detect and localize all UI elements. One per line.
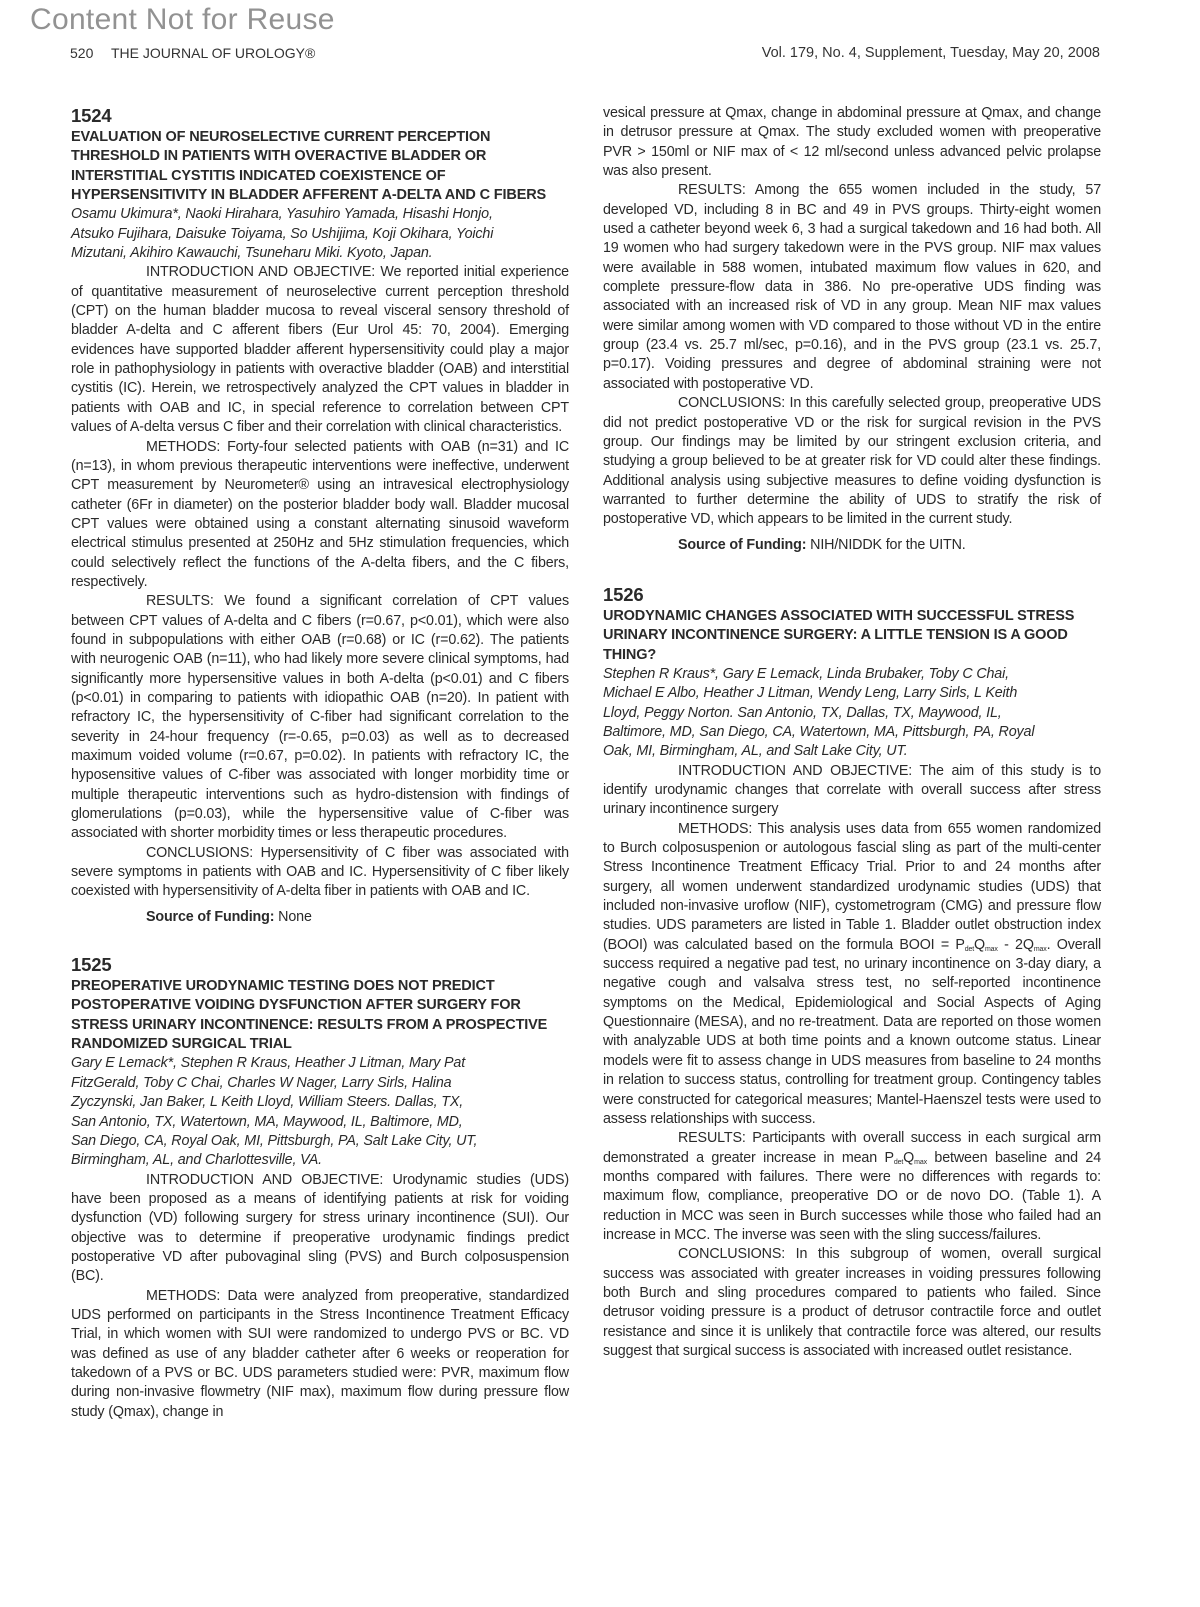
abstract-title: PREOPERATIVE URODYNAMIC TESTING DOES NOT PREDICT POSTOPERATIVE VOIDING DYSFUNCTION AFTER SURGERY FOR STRESS URINARY INCONTINENCE: RESULTS FROM A PROSPECTIVE RANDOMIZED SURGICAL TRIAL <box>71 978 548 1053</box>
abstract-authors: Osamu Ukimura*, Naoki Hirahara, Yasuhiro Yamada, Hisashi Honjo, Atsuko Fujihara, Daisuke Toiyama, So Ushijima, Koji Okihara, Yoichi Mizutani, Akihiro Kawauchi, Tsuneharu Miki. Kyoto, Japan. <box>71 206 494 262</box>
results-paragraph: RESULTS: Among the 655 women included in the study, 57 developed VD, including 8 in BC and 49 in PVS groups. Thirty-eight women used a catheter beyond week 6, 3 had a surgical takedown and 16 had both. All 19 women who had surgery takedown were in the PVS group. NIF max values were available in 588 women, intubated maximum flow values in 620, and complete pressure-flow data in 386. No pre-operative UDS finding was associated with an increased risk of VD in any group. Mean NIF max values were similar among women with VD compared to those without VD in the entire group (23.4 vs. 25.7 ml/sec, p=0.16), and in the PVS group (23.1 vs. 25.7, p=0.17). Voiding pressures and degree of abdominal straining were not associated with postoperative VD. <box>603 182 1101 392</box>
results-paragraph <box>603 1129 1101 1245</box>
conclusions-paragraph: CONCLUSIONS: In this subgroup of women, overall surgical success was associated with greater increases in voiding pressures following both Burch and sling procedures compared to patients who failed. Since detrusor voiding pressure is a product of detrusor contractile force and outlet resistance and since it is unlikely that contractile force was altered, our results suggest that surgical success is associated with increased outlet resistance. <box>603 1246 1101 1359</box>
left-column <box>71 104 569 1422</box>
right-column <box>603 104 1101 1361</box>
methods-paragraph: METHODS: Forty-four selected patients with OAB (n=31) and IC (n=13), in whom previous therapeutic interventions were ineffective, underwent CPT measurement by Neurometer® using an intravesical electrophysiology catheter (6Fr in diameter) on the posterior bladder body wall. Bladder mucosal CPT values were obtained using a constant alternating sinusoid waveform electrical stimulus presented at 250Hz and 5Hz stimulation frequencies, which could selectively reflect the functions of the A-delta fibers, and the C fibers, respectively. <box>71 438 569 590</box>
abstract-authors: Gary E Lemack*, Stephen R Kraus, Heather J Litman, Mary Pat FitzGerald, Toby C Chai, Charles W Nager, Larry Sirls, Halina Zyczynski, Jan Baker, L Keith Lloyd, William Steers. Dallas, TX, San Antonio, TX, Watertown, MA, Maywood, IL, Baltimore, MD, San Diego, CA, Royal Oak, MI, Pittsburgh, PA, Salt Lake City, UT, Birmingham, AL, and Charlottesville, VA. <box>71 1055 478 1169</box>
subscript: max <box>985 945 998 953</box>
subscript: det <box>964 945 975 953</box>
funding-line <box>71 908 569 927</box>
abstract-1525-continued <box>603 104 1101 555</box>
introduction-paragraph: INTRODUCTION AND OBJECTIVE: Urodynamic studies (UDS) have been proposed as a means of identifying patients at risk for voiding dysfunction (VD) following surgery for stress urinary incontinence (SUI). Our objective was to determine if preoperative urodynamic findings predict postoperative VD after pubovaginal sling (PVS) and Burch colposuspension (BC). <box>71 1171 569 1285</box>
journal-name: THE JOURNAL OF UROLOGY® <box>111 45 316 61</box>
results-text: between baseline and 24 months compared with failures. There were no differences with regards to: maximum flow, compliance, preoperative DO or de novo DO. (Table 1). A reduction in MCC was seen in Burch successes while those who failed had an increase in MCC. The inverse was seen with the sling success/failures. <box>603 1149 1101 1243</box>
issue-info: Vol. 179, No. 4, Supplement, Tuesday, May 20, 2008 <box>761 45 1100 61</box>
watermark: Content Not for Reuse <box>30 3 335 36</box>
abstract-1524 <box>71 104 569 927</box>
abstract-number: 1524 <box>71 105 112 126</box>
abstract-1526 <box>603 583 1101 1361</box>
abstract-number: 1526 <box>603 583 644 605</box>
methods-paragraph <box>603 820 1101 1130</box>
conclusions-paragraph: CONCLUSIONS: In this carefully selected group, preoperative UDS did not predict postoperative VD or the risk for surgical revision in the PVS group. Our findings may be limited by our stringent exclusion criteria, and studying a group believed to be at greater risk for VD could alter these findings. Additional analysis using subjective measures to define voiding dysfunction is warranted to further determine the ability of UDS to stratify the risk of postoperative VD, which appears to be limited in the current study. <box>603 395 1101 528</box>
methods-paragraph-continued: vesical pressure at Qmax, change in abdominal pressure at Qmax, and change in detrusor pressure at Qmax. The study excluded women with preoperative PVR > 150ml or NIF max of < 12 ml/second unless advanced pelvic prolapse was also present. <box>603 105 1101 180</box>
abstract-1525 <box>71 953 569 1422</box>
introduction-paragraph: INTRODUCTION AND OBJECTIVE: The aim of this study is to identify urodynamic changes that correlate with overall success after stress urinary incontinence surgery <box>603 762 1101 818</box>
methods-paragraph: METHODS: Data were analyzed from preoperative, standardized UDS performed on participants in the Stress Incontinence Treatment Efficacy Trial, in which women with SUI were randomized to undergo PVS or BC. VD was defined as use of any bladder catheter after 6 weeks or reoperation for takedown of a PVS or BC. UDS parameters studied were: PVR, maximum flow during non-invasive flowmetry (NIF max), maximum flow during pressure flow study (Qmax), change in <box>71 1287 569 1420</box>
page-number: 520 <box>70 45 94 61</box>
results-paragraph: RESULTS: We found a significant correlation of CPT values between CPT values of A-delta and C fibers (r=0.67, p<0.01), which were also found in subpopulations with either OAB (r=0.68) or IC (r=0.62). The patients with neurogenic OAB (n=11), who had likely more severe clinical symptoms, had significantly more hypersensitive values in both A-delta (p<0.01) and C fibers (p<0.01) in comparing to patients with idiopathic OAB (n=20). In patient with refractory IC, the hypersensitivity of C-fiber had significant correlation to the severity in 24-hour frequency (r=-0.65, p=0.03) as well as to decreased maximum voided volume (r=0.67, p=0.02). In patients with refractory IC, the hyposensitive values of C-fiber was associated with longer morbidity time or multiple therapeutic interventions such as hydro-distension with findings of glomerulations (p=0.03), while the hypersensitive value of C-fiber was associated with shorter morbidity times or less therapeutic procedures. <box>71 593 569 842</box>
subscript: max <box>914 1158 927 1166</box>
results-text: Q <box>903 1149 915 1166</box>
methods-text: - 2Q <box>997 936 1034 953</box>
running-header <box>70 44 315 62</box>
results-text: RESULTS: Participants with overall success in each surgical arm demonstrated a greater increase in mean P <box>603 1130 1101 1166</box>
funding-label: Source of Funding: <box>146 908 275 925</box>
funding-value: NIH/NIDDK for the UITN. <box>810 536 966 553</box>
funding-value: None <box>278 908 312 925</box>
conclusions-paragraph: CONCLUSIONS: Hypersensitivity of C fiber was associated with severe symptoms in patients with OAB and IC. Hypersensitivity of C fiber likely coexisted with hypersensitivity of A-delta fiber in patients with OAB and IC. <box>71 844 569 900</box>
funding-line <box>603 536 1101 555</box>
methods-text: Q <box>974 936 985 953</box>
methods-text: METHODS: This analysis uses data from 655 women randomized to Burch colposuspenion or autologous fascial sling as part of the multi-center Stress Incontinence Treatment Efficacy Trial. Prior to and 24 months after surgery, all women underwent standardized urodynamic studies (UDS) that included non-invasive uroflow (NIF), cystometrogram (CMG) and pressure flow studies. UDS parameters are listed in Table 1. Bladder outlet obstruction index (BOOI) was calculated based on the formula BOOI = P <box>603 820 1101 953</box>
subscript: det <box>893 1158 904 1166</box>
methods-text: . Overall success required a negative pad test, no urinary incontinence on 3-day diary, a negative cough and valsalva stress test, no self-reported incontinence symptoms on the Medical, Epidemiological and Social Aspects of Aging Questionnaire (MESA), and no re-treatment. Data are reported on those women with analyzable UDS at both time points and a known outcome status. Linear models were fit to assess change in UDS measures from baseline to 24 months in relation to success status, controlling for treatment group. Contingency tables were constructed for categorical measures; Mantel-Haenszel tests were used to assess relationships with success. <box>603 936 1101 1127</box>
introduction-paragraph: INTRODUCTION AND OBJECTIVE: We reported initial experience of quantitative measurement of neuroselective current perception threshold (CPT) on the human bladder mucosa to reveal visceral sensory threshold of bladder A-delta and C afferent fibers (Eur Urol 45: 70, 2004). Emerging evidences have supported bladder afferent hypersensitivity could play a major role in pathophysiology in patients with overactive bladder (OAB) and interstitial cystitis (IC). Herein, we retrospectively analyzed the CPT values in bladder in patients with OAB and IC, in special reference to correlation between CPT values of A-delta versus C fiber and their correlation with clinical characteristics. <box>71 264 569 436</box>
abstract-authors: Stephen R Kraus*, Gary E Lemack, Linda Brubaker, Toby C Chai, Michael E Albo, Heather J Litman, Wendy Leng, Larry Sirls, L Keith Lloyd, Peggy Norton. San Antonio, TX, Dallas, TX, Maywood, IL, Baltimore, MD, San Diego, CA, Watertown, MA, Pittsburgh, PA, Royal Oak, MI, Birmingham, AL, and Salt Lake City, UT. <box>603 665 1035 760</box>
abstract-title: EVALUATION OF NEUROSELECTIVE CURRENT PERCEPTION THRESHOLD IN PATIENTS WITH OVERACTIVE BLADDER OR INTERSTITIAL CYSTITIS INDICATED COEXISTENCE OF HYPERSENSITIVITY IN BLADDER AFFERENT A-DELTA AND C FIBERS <box>71 129 547 204</box>
abstract-title: URODYNAMIC CHANGES ASSOCIATED WITH SUCCESSFUL STRESS URINARY INCONTINENCE SURGERY: A LITTLE TENSION IS A GOOD THING? <box>603 607 1075 663</box>
abstract-number: 1525 <box>71 954 112 976</box>
subscript: max <box>1033 945 1047 953</box>
funding-label: Source of Funding: <box>678 536 807 553</box>
